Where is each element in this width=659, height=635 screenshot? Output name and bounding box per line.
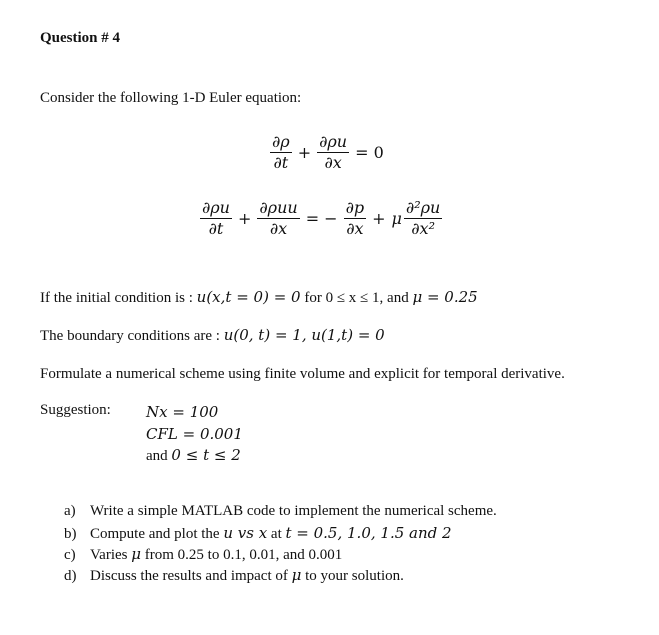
task-text: Write a simple MATLAB code to implement the numerical scheme. — [90, 503, 497, 519]
continuity-equation — [268, 132, 388, 173]
fraction-d2rhou-dx2 — [404, 198, 442, 239]
list-marker: a) — [64, 503, 76, 519]
task-math: μ — [291, 566, 302, 584]
list-marker: c) — [64, 547, 76, 563]
equals-zero: = 0 — [355, 143, 384, 162]
fraction-drhouu-dx — [257, 198, 299, 239]
denominator: ∂t — [208, 219, 224, 238]
numerator: ∂p — [345, 198, 365, 217]
list-item — [64, 524, 452, 543]
initial-range: for 0 ≤ x ≤ 1, and — [300, 290, 413, 306]
task-math: u vs x — [223, 524, 268, 542]
task-math: μ — [131, 545, 141, 563]
numerator: ∂ρu — [319, 132, 348, 151]
fraction-drhou-dx — [317, 132, 349, 173]
initial-label: If the initial condition is : — [40, 290, 197, 306]
momentum-equation — [198, 198, 444, 239]
numerator: ∂ρ — [272, 132, 290, 151]
suggestion-time — [146, 446, 241, 465]
plus-operator: + — [372, 209, 386, 228]
suggestion-cfl: CFL = 0.001 — [146, 425, 243, 443]
initial-math: u(x,t = 0) = 0 — [196, 288, 301, 306]
boundary-math: u(0, t) = 1, u(1,t) = 0 — [223, 326, 385, 344]
suggestion-label: Suggestion: — [40, 402, 111, 418]
list-marker: d) — [64, 568, 77, 584]
denominator: ∂x — [324, 153, 342, 172]
boundary-label: The boundary conditions are : — [40, 328, 224, 344]
list-item — [64, 566, 404, 585]
suggestion-nx: Nx = 100 — [146, 403, 219, 421]
denominator: ∂x² — [411, 219, 435, 238]
fraction-drho-dt — [270, 132, 292, 173]
list-item — [64, 503, 497, 520]
intro-text: Consider the following 1-D Euler equation: — [40, 90, 302, 106]
task-text: Discuss the results and impact of — [90, 568, 292, 584]
time-range: 0 ≤ t ≤ 2 — [171, 446, 241, 464]
task-text: Compute and plot the — [90, 526, 224, 542]
and-text: and — [146, 448, 172, 464]
task-math: t = 0.5, 1.0, 1.5 and 2 — [285, 524, 452, 542]
list-marker: b) — [64, 526, 77, 542]
list-item — [64, 545, 342, 564]
task-text: from 0.25 to 0.1, 0.01, and 0.001 — [141, 547, 343, 563]
boundary-conditions — [40, 326, 385, 345]
denominator: ∂x — [346, 219, 364, 238]
formulate-text: Formulate a numerical scheme using finite volume and explicit for temporal derivative. — [40, 366, 565, 382]
plus-operator: + — [237, 209, 252, 228]
equals-minus: = − — [305, 209, 338, 228]
numerator: ∂ρuu — [259, 198, 298, 217]
mu-value: μ = 0.25 — [412, 288, 478, 306]
denominator: ∂x — [269, 219, 288, 238]
task-text: at — [267, 526, 286, 542]
task-text: Varies — [90, 547, 132, 563]
mu-symbol: μ — [391, 209, 402, 228]
question-heading: Question # 4 — [40, 30, 121, 46]
numerator: ∂ρu — [202, 198, 230, 217]
fraction-drhou-dt — [200, 198, 232, 239]
initial-condition — [40, 288, 478, 307]
plus-operator: + — [297, 143, 312, 162]
fraction-dp-dx — [344, 198, 367, 239]
denominator: ∂t — [273, 153, 289, 172]
task-text: to your solution. — [301, 568, 404, 584]
numerator: ∂²ρu — [405, 198, 441, 217]
